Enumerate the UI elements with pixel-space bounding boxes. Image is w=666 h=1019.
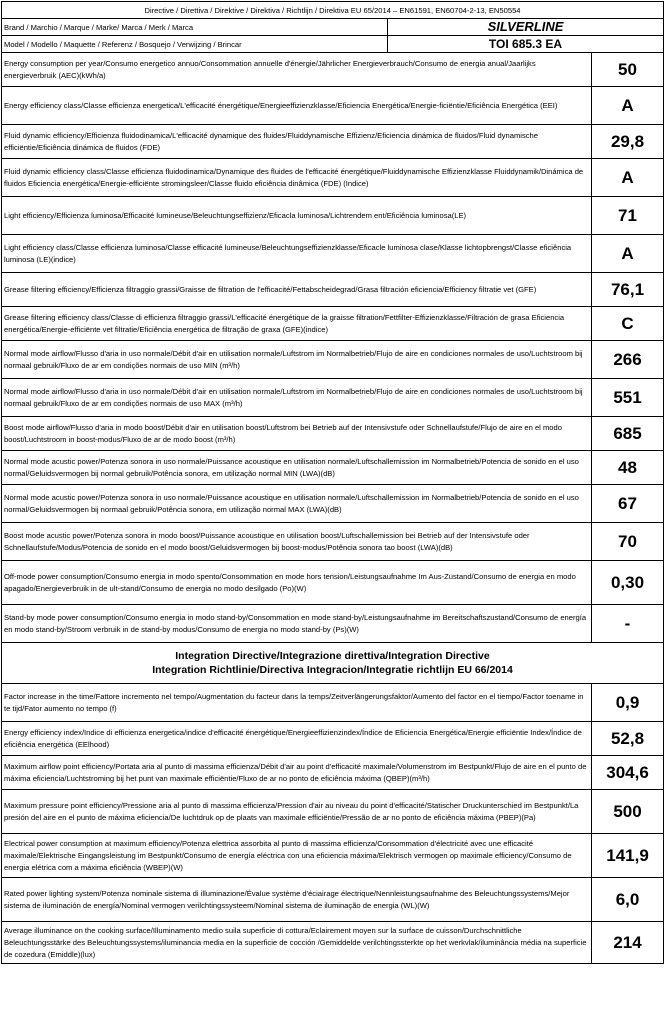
row-value: 551 xyxy=(592,379,664,417)
row-le-class xyxy=(2,235,664,273)
row-qbep xyxy=(2,756,664,790)
row-value: A xyxy=(592,87,664,125)
directive-row xyxy=(2,2,664,19)
row-gfe xyxy=(2,273,664,307)
row-aec xyxy=(2,53,664,87)
row-description: Energy efficiency index/Indice di efficienza energetica/indice d'efficacité énergétique/Energieeffizienzindex/Índice de Eficiencia Energética/Energie efficiëntie Index/Índice de eficiência energética (EElhood) xyxy=(2,722,592,756)
row-description: Normal mode acustic power/Potenza sonora in uso normale/Puissance acoustique en utilisation normale/Luftschallemission im Normalbetrieb/Potencia de sonido en el uso normal/Geluidsvermogen bij normaal gebruik/Potência sonora, em utilização normal MAX (LWA)(dB) xyxy=(2,485,592,523)
row-value: 141,9 xyxy=(592,834,664,878)
brand-value: SILVERLINE xyxy=(388,19,664,36)
row-gfe-class xyxy=(2,307,664,341)
row-description: Boost mode acustic power/Potenza sonora in modo boost/Puissance acoustique en utilisation boost/Luftschallemission bei Betrieb auf der Intensivstufe oder Schnellaufstufe/Modus/Potencia de sonido en el modo boost/Geluidsvermogen bij boost-modus/Potência sonora tao boost (LWA)(dB) xyxy=(2,523,592,561)
section-header-row xyxy=(2,643,664,684)
row-description: Rated power lighting system/Potenza nominale sistema di illuminazione/Évalue système d'éciairage électrique/Nennleistungsaufnahme des Beleuchtungssystems/Mejor sistema de iluminación de energía/Nominal vermogen verilchtingssysteem/Nominal sistema de iluminação de energia (WL)(W) xyxy=(2,878,592,922)
row-description: Energy consumption per year/Consumo energetico annuo/Consommation annuelle d'énergie/Jährlicher Energieverbrauch/Consumo de energia anual/Jaarlijks energieverbruik (AEC)(kWh/a) xyxy=(2,53,592,87)
row-value: C xyxy=(592,307,664,341)
row-airflow-boost xyxy=(2,417,664,451)
row-value: 29,8 xyxy=(592,125,664,159)
row-description: Normal mode airflow/Flusso d'aria in uso normale/Débit d'air en utilisation normale/Luftstrom im Normalbetrieb/Flujo de aire en condiciones normales de uso/Luchtstroom bij normaal gebruik/Fluxo de ar em condições normais de uso MAX (m³/h) xyxy=(2,379,592,417)
row-airflow-min xyxy=(2,341,664,379)
model-label: Model / Modello / Maquette / Referenz / Bosquejo / Verwijzing / Brincar xyxy=(2,36,388,53)
row-description: Boost mode airflow/Flusso d'aria in modo boost/Débit d'air en utilisation boost/Luftstrom bei Betrieb auf der Intensivstufe oder Schnellaufstufe/Flujo de aire en el modo boost/Luchtstroom in boost-modus/Fluxo de ar de modo boost (m³/h) xyxy=(2,417,592,451)
row-description: Electrical power consumption at maximum efficiency/Potenza elettrica assorbita al punto di massima efficienza/Consommation d'électricité avec une efficacité maximale/Elektrische Eingangsleistung im Bestpunkt/Consumo de energía eléctrica con una eficiencia máxima/Elektrisch vermogen op maximale efficiency/Consumo de energia elétrica com a máxima eficiência (WBEP)(W) xyxy=(2,834,592,878)
row-value: 0,9 xyxy=(592,684,664,722)
row-off-mode xyxy=(2,561,664,605)
row-value: 214 xyxy=(592,922,664,964)
row-fde-class xyxy=(2,159,664,197)
row-description: Energy efficiency class/Classe efficienza energetica/L'efficacité énergétique/Energieeffizienzklasse/Eficiencia Energética/Energie-ficiëntie/Eficiência Energética (EEI) xyxy=(2,87,592,125)
row-value: 48 xyxy=(592,451,664,485)
row-description: Light efficiency/Efficienza luminosa/Efficacité lumineuse/Beleuchtungseffizienz/Eficacla luminosa/Lichtrendem ent/Eficiência luminosa(LE) xyxy=(2,197,592,235)
section-title-line2: Integration Richtlinie/Directiva Integracion/Integratie richtlijn EU 66/2014 xyxy=(152,664,513,676)
row-value: A xyxy=(592,235,664,273)
row-value: 500 xyxy=(592,790,664,834)
row-noise-max xyxy=(2,485,664,523)
model-value: TOI 685.3 EA xyxy=(388,36,664,53)
row-fde xyxy=(2,125,664,159)
directive-header: Directive / Direttiva / Direktive / Direktiva / Richtlijn / Direktiva EU 65/2014 – EN61591, EN60704-2-13, EN50554 xyxy=(2,2,664,19)
row-value: 71 xyxy=(592,197,664,235)
row-description: Maximum airflow point efficiency/Portata aria al punto di massima efficienza/Débit d'air au point d'efficacité maximale/Volumenstrom im Bestpunkt/Flujo de aire en el punto de máxima eficiencia/Luchtstroming bij het punt van maximale efficiëntie/Fluxo de ar no ponto de eficiência máxima (QBEP)(m³/h) xyxy=(2,756,592,790)
row-description: Off-mode power consumption/Consumo energia in modo spento/Consommation en mode hors tension/Leistungsaufnahme Im Aus-Zustand/Consumo de energia en modo apagado/Energieverbruik in de ult-stand/Consumo de energia no modo desilgado (Po)(W) xyxy=(2,561,592,605)
brand-label: Brand / Marchio / Marque / Marke/ Marca / Merk / Marca xyxy=(2,19,388,36)
row-value: 52,8 xyxy=(592,722,664,756)
row-value: 67 xyxy=(592,485,664,523)
row-description: Average illuminance on the cooking surface/Illuminamento medio suila superficie di cottura/Eclairement moyen sur la surface de cuisson/Durchschnittliche Beleuchtungsstärke des Beleuchtungssystems/iluminancia media en la superficie de cocción /Gemiddelde verilchtingssterkte op het werkvlak/iluminância média na superficie de cozedura (Emiddle)(lux) xyxy=(2,922,592,964)
row-le xyxy=(2,197,664,235)
row-description: Grease filtering efficiency class/Classe di efficienza filtraggio grassi/L'efficacité énergétique de la graisse filtration/Fettfilter-Effizienzklasse/Filtración de grasa Eficiencia energética/Energie-efficiënte vet filtratie/Eficiência energética de filtração de graxa (GFE)(indice) xyxy=(2,307,592,341)
row-value: 76,1 xyxy=(592,273,664,307)
row-value: 266 xyxy=(592,341,664,379)
row-description: Normal mode airflow/Flusso d'aria in uso normale/Débit d'air en utilisation normale/Luftstrom im Normalbetrieb/Flujo de aire en condiciones normales de uso/Luchtstroom bij normaal gebruik/Fluxo de ar em condições normais de uso MIN (m³/h) xyxy=(2,341,592,379)
integration-directive-header xyxy=(2,643,664,684)
row-value: 304,6 xyxy=(592,756,664,790)
row-noise-min xyxy=(2,451,664,485)
row-value: 0,30 xyxy=(592,561,664,605)
section-title-line1: Integration Directive/Integrazione direttiva/Integration Directive xyxy=(175,650,490,662)
row-value: - xyxy=(592,605,664,643)
row-description: Factor increase in the time/Fattore incremento nel tempo/Augmentation du facteur dans la temps/Zeitverlängerungsfaktor/Aumento del factor en el tiempo/Factor toename in te tijd/Fator aumento no tempo (f) xyxy=(2,684,592,722)
row-description: Light efficiency class/Classe efficienza luminosa/Classe efficacité lumineuse/Beleuchtungseffizienzklasse/Eficacle luminosa clase/Klasse lichtopbrengst/Classe eficiência luminosa (LE)(indice) xyxy=(2,235,592,273)
model-row xyxy=(2,36,664,53)
row-value: A xyxy=(592,159,664,197)
energy-label-table xyxy=(1,1,664,964)
row-value: 70 xyxy=(592,523,664,561)
row-wbep xyxy=(2,834,664,878)
row-emiddle xyxy=(2,922,664,964)
row-description: Fluid dynamic efficiency class/Classe efficienza fluidodinamica/Dynamique des fluides de l'efficacité énergétique/Fluiddynamische Effizienzklasse Fluiddynamik/Dinámica de fluidos Eficiencia energética/Energie-efficiënte stromingsleer/Classe fluido eficiência dinâmica (FDE) (Indice) xyxy=(2,159,592,197)
brand-row xyxy=(2,19,664,36)
row-value: 685 xyxy=(592,417,664,451)
row-airflow-max xyxy=(2,379,664,417)
row-wl xyxy=(2,878,664,922)
row-description: Fluid dynamic efficiency/Efficienza fluidodinamica/L'efficacité dynamique des fluides/Fluiddynamische Effizienz/Eficiencia dinámica de fluidos/Fluid dynamische efficiëntie/Eficiência dinámica de fluidos (FDE) xyxy=(2,125,592,159)
row-pbep xyxy=(2,790,664,834)
row-time-factor xyxy=(2,684,664,722)
row-noise-boost xyxy=(2,523,664,561)
row-value: 6,0 xyxy=(592,878,664,922)
row-eei-class xyxy=(2,87,664,125)
row-description: Grease filtering efficiency/Efficienza filtraggio grassi/Graisse de filtration de l'efficacité/Fettabscheidegrad/Grasa filtración eficiencia/Efficiency filtratie vet (GFE) xyxy=(2,273,592,307)
row-value: 50 xyxy=(592,53,664,87)
row-eei-index xyxy=(2,722,664,756)
row-description: Stand-by mode power consumption/Consumo energia in modo stand-by/Consommation en mode stand-by/Leistungsaufnahme im Bereitschaftszustand/Consumo de energía en modo stand-by/Stroom verbruik in de stand-by modus/Consumo de energia no modo stand-by (Ps)(W) xyxy=(2,605,592,643)
row-standby xyxy=(2,605,664,643)
row-description: Maximum pressure point efficiency/Pressione aria al punto di massima efficienza/Pression d'air au niveau du point d'efficacité/Statischer Druckunterschied im Bestpunkt/La presión del aire en el punto de máxima eficiencia/De luchtdruk op de plaats van maximale efficiëntie/Pressão de ar no ponto de eficiência máxima (PBEP)(Pa) xyxy=(2,790,592,834)
row-description: Normal mode acustic power/Potenza sonora in uso normale/Puissance acoustique en utilisation normale/Luftschallemission im Normalbetrieb/Potencia de sonido en el uso normal/Geluidsvermogen bij normal gebruik/Potência sonora, em utilização normal MIN (LWA)(dB) xyxy=(2,451,592,485)
